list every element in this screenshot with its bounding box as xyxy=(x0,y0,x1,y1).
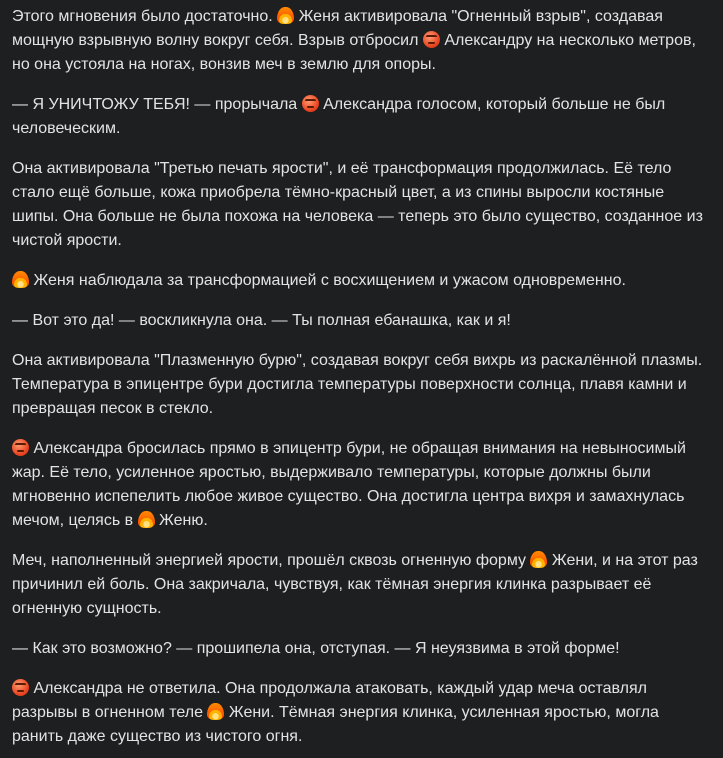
angry-face-icon xyxy=(12,439,29,456)
text-segment: Жени, и на этот раз причинил ей боль. Она закричала, чувствуя, как тёмная энергия клинка разрывает её огненную сущность. xyxy=(12,552,698,617)
text-segment: Меч, наполненный энергией ярости, прошёл сквозь огненную форму xyxy=(12,552,531,569)
text-segment: Александра бросилась прямо в эпицентр бури, не обращая внимания на невыносимый жар. Её тело, усиленное яростью, выдерживало температуры, которые должны были мгновенно испепелить любое живое существо. Она достигла центра вихря и замахнулась мечом, целясь в xyxy=(12,440,686,529)
message-paragraph xyxy=(12,5,711,77)
text-segment: Александра не ответила. Она продолжала атаковать, каждый удар меча оставлял разрывы в огненном теле xyxy=(12,680,647,721)
text-segment: Александра голосом, который больше не был человеческим. xyxy=(12,96,666,137)
fire-icon xyxy=(207,703,224,720)
text-segment: Женю. xyxy=(154,512,208,529)
angry-face-icon xyxy=(302,95,319,112)
angry-face-icon xyxy=(423,31,440,48)
text-segment: Александру на несколько метров, но она устояла на ногах, вонзив меч в землю для опоры. xyxy=(12,32,696,73)
message-paragraph xyxy=(12,677,711,749)
angry-face-icon xyxy=(12,679,29,696)
text-segment: — Как это возможно? — прошипела она, отступая. — Я неуязвима в этой форме! xyxy=(12,640,620,657)
message-paragraph xyxy=(12,349,711,421)
text-segment: Этого мгновения было достаточно. xyxy=(12,8,278,25)
message-paragraph xyxy=(12,309,711,333)
chat-message xyxy=(12,5,711,749)
text-segment: — Вот это да! — воскликнула она. — Ты полная ебанашка, как и я! xyxy=(12,312,511,329)
fire-icon xyxy=(12,271,29,288)
message-paragraph xyxy=(12,437,711,533)
text-segment: Она активировала "Плазменную бурю", создавая вокруг себя вихрь из раскалённой плазмы. Температура в эпицентре бури достигла температуры поверхности солнца, плавя камни и превращая песок в стекло. xyxy=(12,352,703,417)
message-paragraph xyxy=(12,637,711,661)
text-segment: Она активировала "Третью печать ярости", и её трансформация продолжилась. Её тело стало ещё больше, кожа приобрела тёмно-красный цвет, а из спины выросли костяные шипы. Она больше не была похожа на человека — теперь это было существо, созданное из чистой ярости. xyxy=(12,160,703,249)
text-segment: Женя активировала "Огненный взрыв", создавая мощную взрывную волну вокруг себя. Взрыв отбросил xyxy=(12,8,663,49)
text-segment: Жени. Тёмная энергия клинка, усиленная яростью, могла ранить даже существо из чистого огня. xyxy=(12,704,659,745)
message-paragraph xyxy=(12,549,711,621)
message-paragraph xyxy=(12,93,711,141)
text-segment: — Я УНИЧТОЖУ ТЕБЯ! — прорычала xyxy=(12,96,302,113)
message-paragraph xyxy=(12,269,711,293)
fire-icon xyxy=(138,511,155,528)
message-paragraph xyxy=(12,157,711,253)
fire-icon xyxy=(277,7,294,24)
text-segment: Женя наблюдала за трансформацией с восхищением и ужасом одновременно. xyxy=(29,272,626,289)
fire-icon xyxy=(530,551,547,568)
